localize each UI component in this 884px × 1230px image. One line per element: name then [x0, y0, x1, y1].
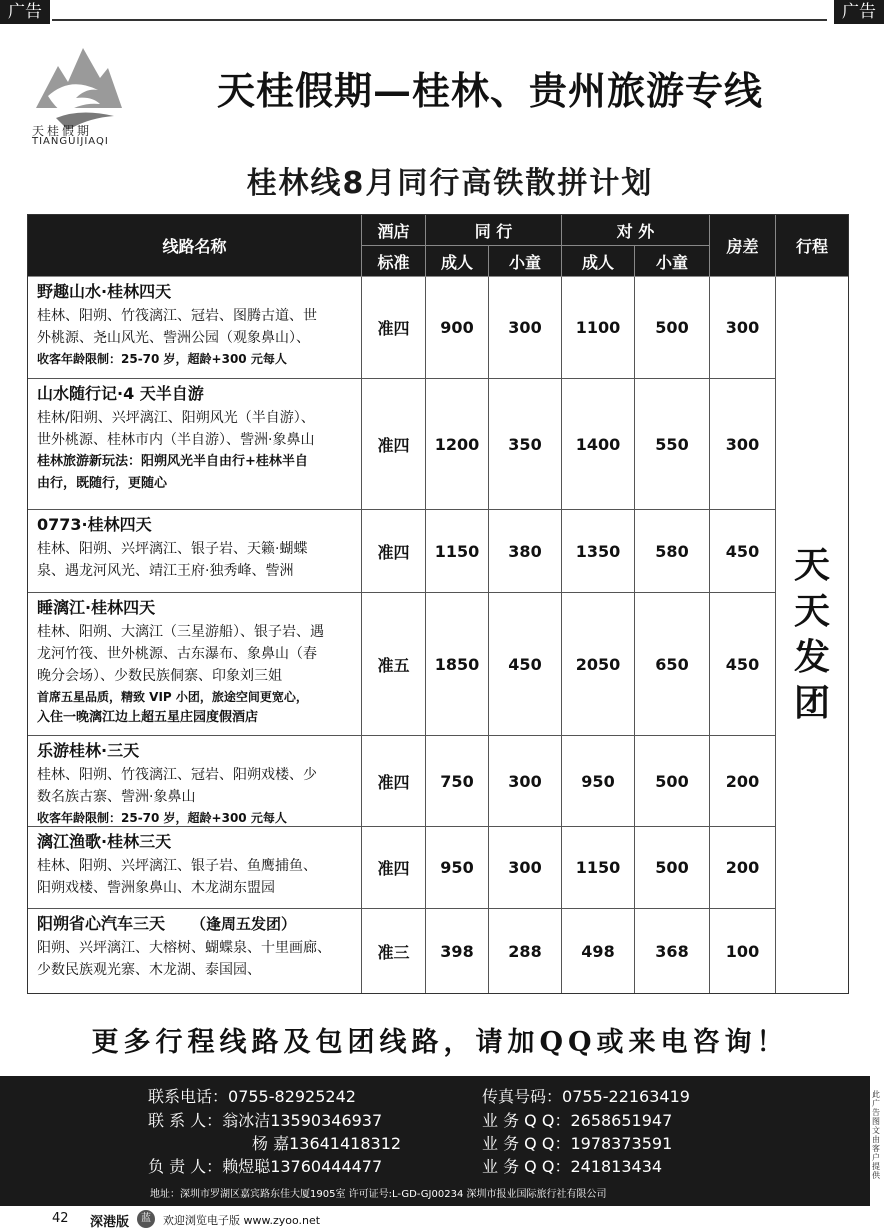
header-route: 线路名称	[28, 215, 362, 277]
manager-label: 负 责 人：	[148, 1157, 223, 1176]
hotel-cell: 准三	[362, 909, 426, 993]
public-adult-cell: 1150	[562, 827, 635, 908]
public-child-cell: 500	[635, 827, 710, 908]
route-desc: 桂林、阳朔、兴坪漓江、银子岩、鱼鹰捕鱼、	[37, 858, 317, 874]
contact-value-1: 翁冰洁13590346937	[222, 1111, 383, 1130]
route-note: 入住一晚漓江边上超五星庄园度假酒店	[37, 710, 259, 725]
peer-adult-cell: 750	[426, 736, 489, 826]
table-row	[28, 277, 776, 379]
room-diff-cell: 450	[710, 510, 776, 592]
contact-line	[148, 1110, 382, 1132]
peer-child-cell: 300	[489, 736, 562, 826]
qq-line-3	[482, 1156, 662, 1178]
address-line: 地址：深圳市罗湖区嘉宾路东佳大厦1905室 许可证号:L-GD-GJ00234 深圳市报业国际旅行社有限公司	[150, 1189, 607, 1200]
phone-line	[148, 1086, 356, 1108]
qq-line-1	[482, 1110, 672, 1132]
header-hotel-2: 标准	[362, 246, 426, 277]
header-peer: 同 行	[426, 215, 562, 246]
contact-line-2	[252, 1133, 401, 1155]
top-rule	[52, 19, 827, 21]
qq-label: 业 务 Q Q：	[482, 1134, 571, 1153]
route-desc: 桂林、阳朔、竹筏漓江、冠岩、阳朔戏楼、少	[37, 767, 317, 783]
peer-adult-cell: 398	[426, 909, 489, 993]
route-desc: 桂林、阳朔、兴坪漓江、银子岩、天籁·蝴蝶	[37, 541, 308, 557]
route-desc: 桂林、阳朔、竹筏漓江、冠岩、图腾古道、世	[37, 308, 317, 324]
qq-label: 业 务 Q Q：	[482, 1157, 571, 1176]
site-link[interactable]: 欢迎浏览电子版 www.zyoo.net	[163, 1214, 321, 1227]
side-note: 此广告图文由客户提供	[872, 1090, 880, 1180]
route-name-text: 阳朔省心汽车三天	[37, 914, 166, 933]
page-footer	[0, 1208, 884, 1230]
peer-adult-cell: 1200	[426, 379, 489, 509]
route-name: 山水随行记·4 天半自游	[37, 384, 204, 403]
itinerary-value: 天天发团	[793, 545, 830, 724]
logo-text: 天桂假期	[32, 124, 93, 138]
ad-label-right: 广告	[834, 0, 884, 24]
route-desc: 龙河竹筏、世外桃源、古东瀑布、象鼻山（春	[37, 646, 317, 662]
route-name: 野趣山水·桂林四天	[37, 282, 172, 301]
peer-child-cell: 288	[489, 909, 562, 993]
room-diff-cell: 100	[710, 909, 776, 993]
page-subtitle: 桂林线8月同行高铁散拼计划	[246, 166, 654, 201]
contact-label: 联 系 人：	[148, 1111, 223, 1130]
tour-price-table	[27, 214, 849, 994]
fax-value: 0755-22163419	[562, 1087, 690, 1106]
manager-value: 赖煜聪13760444477	[222, 1157, 383, 1176]
route-desc: 晚分会场）、少数民族侗寨、印象刘三姐	[37, 668, 282, 684]
header-public-adult: 成人	[562, 246, 635, 277]
route-name: 乐游桂林·三天	[37, 741, 140, 760]
qq-label: 业 务 Q Q：	[482, 1111, 571, 1130]
route-cell	[28, 593, 362, 735]
peer-child-cell: 300	[489, 277, 562, 378]
table-row	[28, 379, 776, 510]
room-diff-cell: 300	[710, 379, 776, 509]
public-adult-cell: 2050	[562, 593, 635, 735]
page-number: 42	[52, 1211, 69, 1226]
route-cell	[28, 909, 362, 993]
header-public-child: 小童	[635, 246, 710, 277]
public-adult-cell: 498	[562, 909, 635, 993]
hotel-cell: 准四	[362, 379, 426, 509]
header-peer-child: 小童	[489, 246, 562, 277]
route-note: 收客年龄限制：25-70 岁，超龄+300 元每人	[37, 352, 287, 366]
peer-child-cell: 380	[489, 510, 562, 592]
qq-line-2	[482, 1133, 672, 1155]
route-desc: 桂林、阳朔、大漓江（三星游船）、银子岩、遇	[37, 624, 324, 640]
peer-child-cell: 450	[489, 593, 562, 735]
route-tag: （逢周五发团）	[191, 915, 297, 933]
table-row	[28, 510, 776, 593]
public-adult-cell: 1400	[562, 379, 635, 509]
fax-line	[482, 1086, 690, 1108]
header-public: 对 外	[562, 215, 710, 246]
peer-child-cell: 350	[489, 379, 562, 509]
peer-child-cell: 300	[489, 827, 562, 908]
room-diff-cell: 300	[710, 277, 776, 378]
table-row	[28, 593, 776, 736]
route-desc: 数名族古寨、訾洲·象鼻山	[37, 789, 196, 805]
edition-badge: 蓝	[137, 1210, 155, 1228]
public-child-cell: 500	[635, 277, 710, 378]
hotel-cell: 准四	[362, 736, 426, 826]
public-child-cell: 650	[635, 593, 710, 735]
route-desc: 泉、遇龙河风光、靖江王府·独秀峰、訾洲	[37, 563, 294, 579]
route-desc: 桂林/阳朔、兴坪漓江、阳朔风光（半自游）、	[37, 410, 315, 426]
route-name: 睡漓江·桂林四天	[37, 598, 156, 617]
public-child-cell: 500	[635, 736, 710, 826]
route-cell	[28, 379, 362, 509]
route-cell	[28, 510, 362, 592]
peer-adult-cell: 900	[426, 277, 489, 378]
ad-label-left: 广告	[0, 0, 50, 24]
hotel-cell: 准四	[362, 510, 426, 592]
public-adult-cell: 1100	[562, 277, 635, 378]
route-desc: 少数民族观光寨、木龙湖、泰国园、	[37, 962, 261, 978]
room-diff-cell: 200	[710, 827, 776, 908]
public-child-cell: 580	[635, 510, 710, 592]
qq-value-1: 2658651947	[570, 1111, 673, 1130]
route-cell	[28, 736, 362, 826]
hotel-cell: 准五	[362, 593, 426, 735]
route-note: 桂林旅游新玩法：阳朔风光半自由行+桂林半自	[37, 454, 308, 469]
public-adult-cell: 1350	[562, 510, 635, 592]
promo-banner: 更多行程线路及包团线路，请加QQ或来电咨询！	[91, 1027, 789, 1058]
edition-label: 深港版	[90, 1215, 130, 1230]
public-child-cell: 550	[635, 379, 710, 509]
page-title: 天桂假期—桂林、贵州旅游专线	[216, 68, 763, 113]
route-cell	[28, 827, 362, 908]
contact-value-2: 杨 嘉13641418312	[252, 1134, 402, 1153]
hotel-cell: 准四	[362, 277, 426, 378]
phone-value: 0755-82925242	[228, 1087, 356, 1106]
peer-adult-cell: 1150	[426, 510, 489, 592]
table-row	[28, 827, 776, 909]
qq-value-2: 1978373591	[570, 1134, 673, 1153]
fax-label: 传真号码：	[482, 1087, 563, 1106]
hotel-cell: 准四	[362, 827, 426, 908]
peer-adult-cell: 1850	[426, 593, 489, 735]
logo-pinyin: TIANGUIJIAQI	[32, 136, 109, 147]
header-peer-adult: 成人	[426, 246, 489, 277]
manager-line	[148, 1156, 382, 1178]
itinerary-cell	[776, 277, 848, 993]
header-itinerary: 行程	[776, 215, 848, 277]
route-cell	[28, 277, 362, 378]
route-note: 首席五星品质，精致 VIP 小团，旅途空间更宽心，	[37, 690, 308, 704]
route-desc: 外桃源、尧山风光、訾洲公园（观象鼻山）、	[37, 330, 310, 346]
table-row	[28, 736, 776, 827]
route-desc: 阳朔、兴坪漓江、大榕树、蝴蝶泉、十里画廊、	[37, 940, 331, 956]
route-desc: 阳朔戏楼、訾洲象鼻山、木龙湖东盟园	[37, 880, 275, 896]
route-note: 收客年龄限制：25-70 岁，超龄+300 元每人	[37, 811, 287, 825]
route-note: 由行，既随行，更随心	[37, 476, 168, 491]
table-row	[28, 909, 776, 993]
room-diff-cell: 200	[710, 736, 776, 826]
qq-value-3: 241813434	[570, 1157, 663, 1176]
route-name: 0773·桂林四天	[37, 515, 152, 534]
route-desc: 世外桃源、桂林市内（半自游）、訾洲·象鼻山	[37, 432, 315, 448]
peer-adult-cell: 950	[426, 827, 489, 908]
public-adult-cell: 950	[562, 736, 635, 826]
header-hotel-1: 酒店	[362, 215, 426, 246]
route-name: 漓江渔歌·桂林三天	[37, 832, 172, 851]
route-name	[37, 913, 361, 935]
header-room-diff: 房差	[710, 215, 776, 277]
phone-label: 联系电话：	[148, 1087, 229, 1106]
room-diff-cell: 450	[710, 593, 776, 735]
public-child-cell: 368	[635, 909, 710, 993]
